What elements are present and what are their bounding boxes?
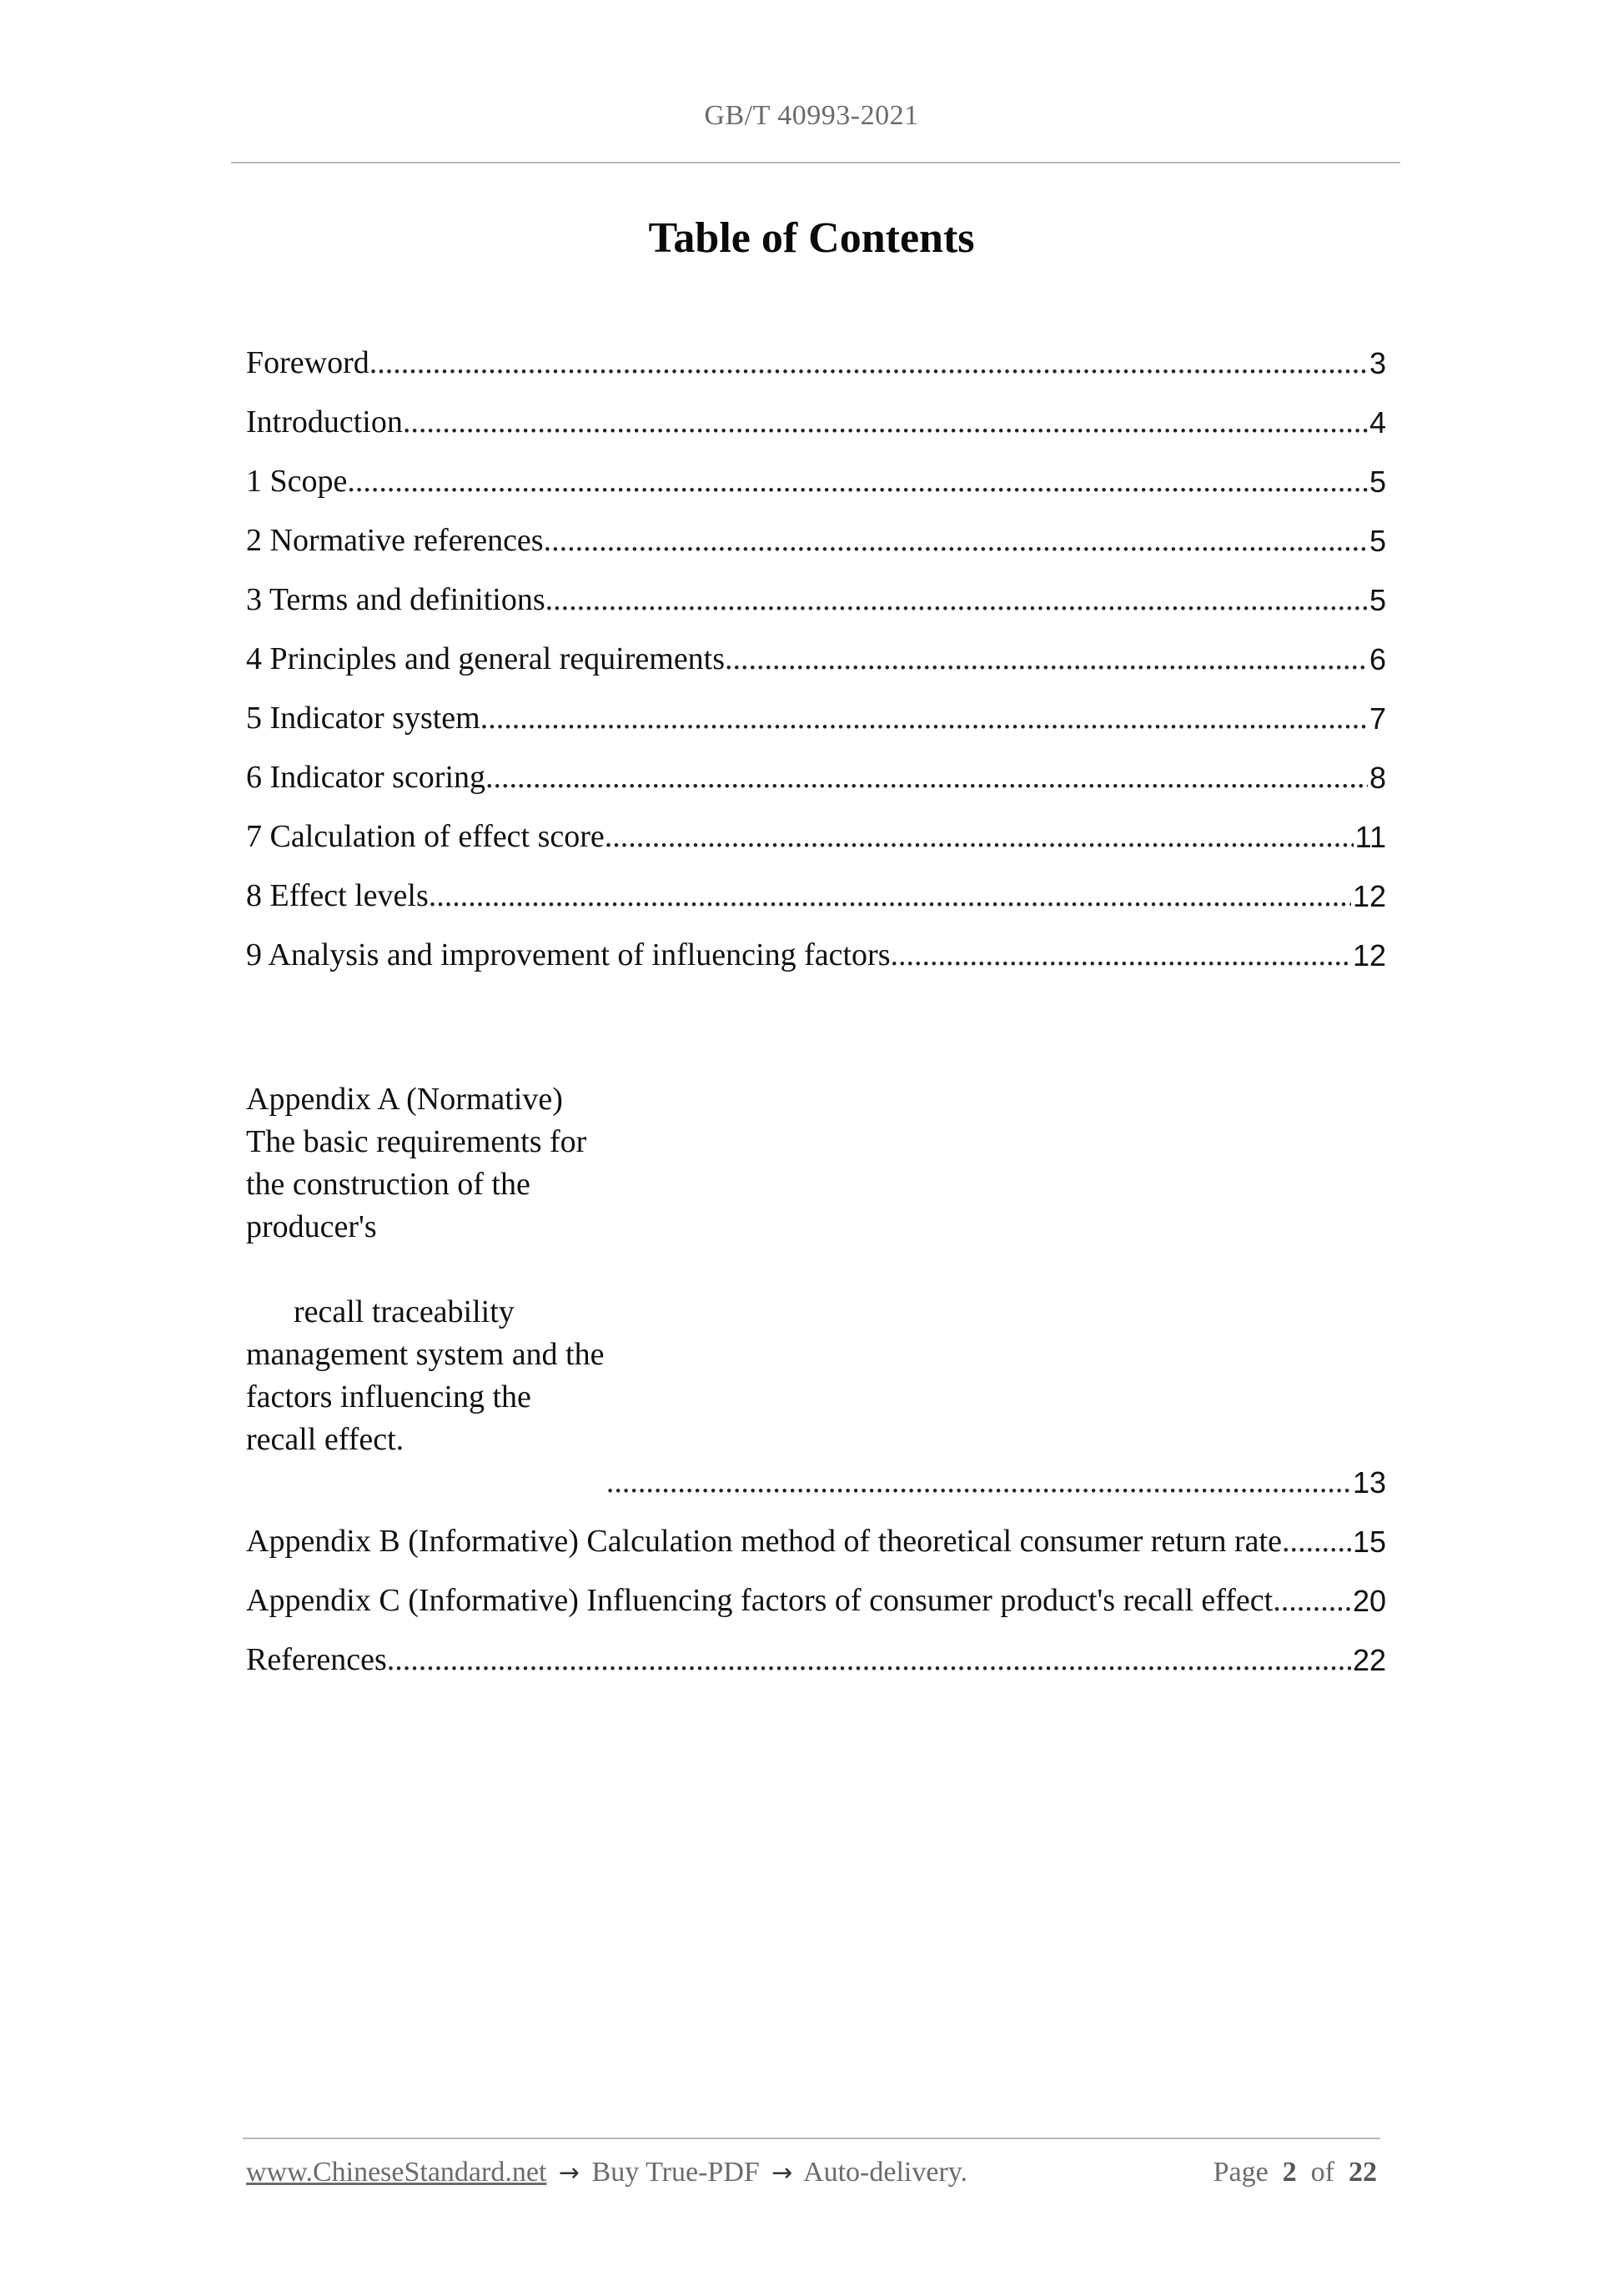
toc-entry-title [246,993,612,1504]
toc-list [246,342,1386,1698]
dot-leader [485,756,1368,799]
dot-leader [544,520,1368,562]
page-of-label: of [1310,2157,1334,2188]
page-current: 2 [1282,2157,1297,2188]
chinesestandard-link[interactable]: www.ChineseStandard.net [246,2157,547,2188]
toc-entry-title: Appendix C (Informative) Influencing factors of consumer product's recall effect [246,1583,1274,1618]
footer-promo [246,2157,967,2188]
toc-entry-normative-references[interactable] [246,520,1386,562]
toc-entry-terms-and-definitions[interactable] [246,579,1386,621]
toc-title: Table of Contents [648,214,975,262]
arrow-right-icon: → [558,2158,580,2188]
toc-entry-appendix-c[interactable] [246,1580,1386,1622]
toc-entry-title: Foreword [246,345,369,380]
toc-entry-page: 11 [1354,820,1386,854]
dot-leader [480,697,1368,740]
toc-entry-title: Appendix B (Informative) Calculation method of theoretical consumer return rate [246,1524,1282,1559]
toc-entry-scope[interactable] [246,460,1386,503]
toc-entry-page: 22 [1352,1643,1386,1677]
toc-entry-calculation-of-effect-score[interactable] [246,816,1386,858]
document-header-code: GB/T 40993-2021 [704,100,919,131]
dot-leader [725,638,1368,681]
toc-entry-title: 5 Indicator system [246,701,480,736]
page-number [1213,2157,1377,2188]
toc-entry-page: 3 [1369,346,1386,380]
toc-entry-page: 13 [1352,1465,1386,1500]
dot-leader [545,579,1368,621]
toc-entry-introduction[interactable] [246,401,1386,444]
toc-entry-page: 15 [1352,1525,1386,1559]
toc-entry-title: 2 Normative references [246,523,544,558]
arrow-right-icon: → [771,2158,793,2188]
toc-entry-appendix-b[interactable] [246,1520,1386,1563]
page-label: Page [1213,2157,1269,2188]
toc-entry-title-line2: recall traceability management system and the factors influencing the recall effect. [246,1294,612,1457]
dot-leader [347,460,1368,503]
toc-entry-effect-levels[interactable] [246,875,1386,917]
header-divider [231,162,1400,163]
toc-entry-indicator-scoring[interactable] [246,756,1386,799]
dot-leader [429,875,1351,917]
toc-entry-title: 9 Analysis and improvement of influencing factors [246,937,891,972]
toc-entry-page: 5 [1369,583,1386,617]
toc-entry-page: 5 [1369,524,1386,558]
toc-entry-page: 12 [1352,938,1386,972]
toc-entry-appendix-a[interactable] [246,993,1386,1504]
toc-entry-analysis-and-improvement[interactable] [246,934,1386,977]
dot-leader [387,1639,1351,1681]
toc-entry-foreword[interactable] [246,342,1386,384]
dot-leader [891,934,1351,977]
toc-entry-page: 12 [1352,879,1386,913]
toc-entry-indicator-system[interactable] [246,697,1386,740]
toc-entry-page: 4 [1369,405,1386,440]
dot-leader [369,342,1368,384]
page-total: 22 [1349,2157,1377,2188]
toc-entry-page: 5 [1369,465,1386,499]
dot-leader [1282,1520,1351,1563]
dot-leader [1273,1580,1351,1622]
dot-leader [606,1461,1351,1504]
toc-entry-page: 6 [1369,642,1386,676]
toc-entry-principles[interactable] [246,638,1386,681]
dot-leader [605,816,1354,858]
auto-delivery-text: Auto-delivery. [803,2157,968,2188]
toc-entry-title: 1 Scope [246,464,348,499]
footer-divider [243,2138,1380,2139]
toc-entry-title: 3 Terms and definitions [246,582,545,617]
dot-leader [403,401,1368,444]
toc-entry-title: References [246,1642,387,1677]
toc-entry-title: 7 Calculation of effect score [246,819,605,854]
toc-entry-title: 4 Principles and general requirements [246,641,726,676]
toc-entry-page: 8 [1369,761,1386,795]
toc-entry-references[interactable] [246,1639,1386,1681]
buy-true-pdf-text: Buy True-PDF [591,2157,760,2188]
toc-entry-title: 8 Effect levels [246,878,429,913]
toc-entry-page: 7 [1369,701,1386,736]
toc-entry-title-line1: Appendix A (Normative) The basic requirements for the construction of the producer's [246,1082,595,1244]
toc-entry-title: 6 Indicator scoring [246,760,486,795]
toc-entry-page: 20 [1352,1584,1386,1618]
toc-entry-title: Introduction [246,404,403,440]
